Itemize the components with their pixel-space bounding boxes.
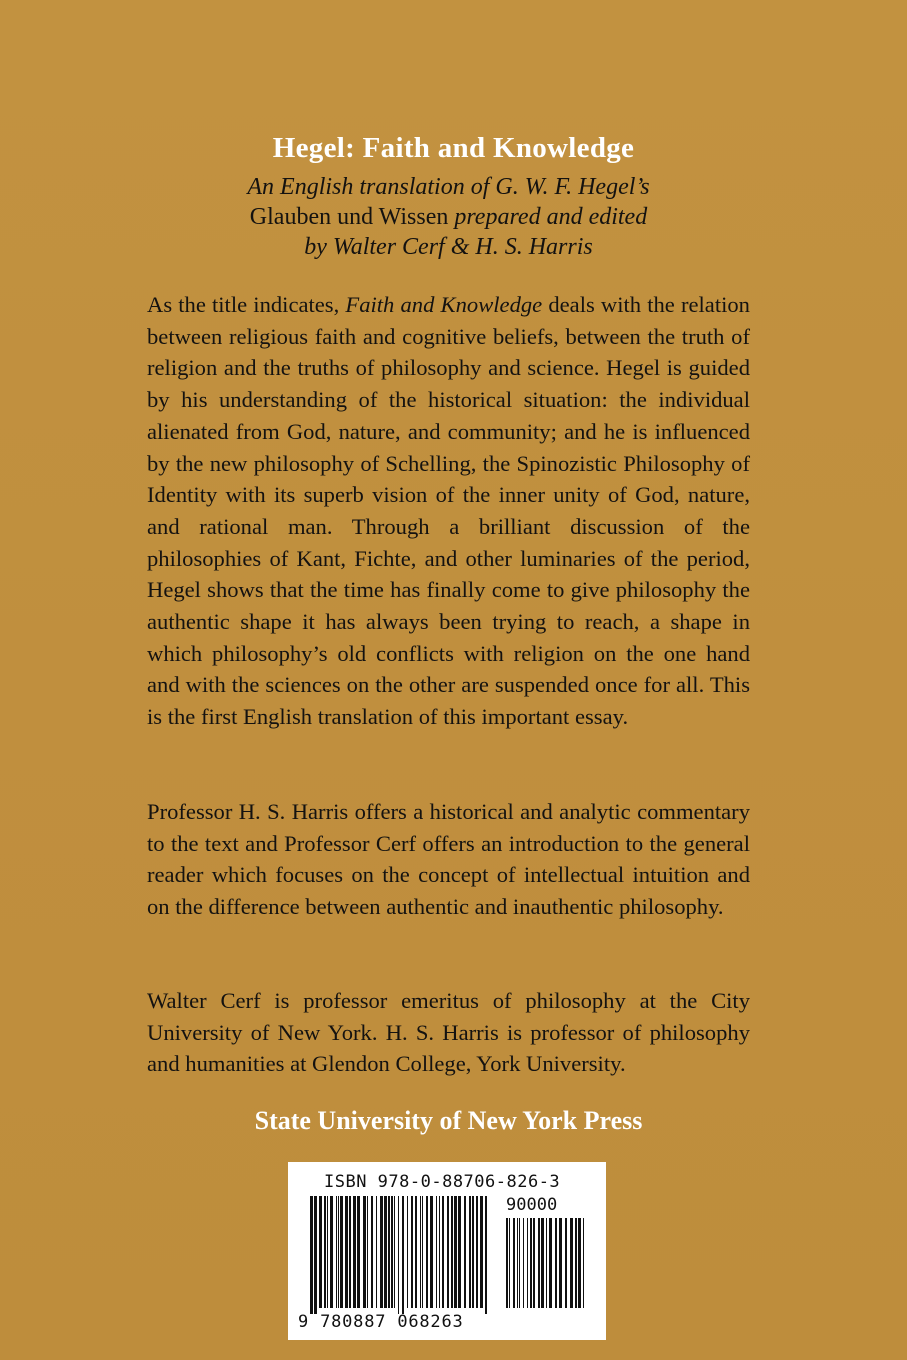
barcode-bar bbox=[349, 1196, 351, 1308]
original-title: Glauben und Wissen bbox=[249, 204, 449, 230]
barcode-bar bbox=[380, 1196, 383, 1308]
barcode-bar bbox=[442, 1196, 444, 1308]
barcode-bar bbox=[422, 1196, 423, 1308]
authors-paragraph: Walter Cerf is professor emeritus of philosophy at the City University of New York. H. S. Harris is professor of philosophy and humanities at Glendon College, York University. bbox=[147, 988, 750, 1077]
barcode-bar bbox=[426, 1196, 428, 1308]
barcode-bar bbox=[357, 1196, 360, 1308]
barcode-bar bbox=[549, 1218, 552, 1308]
barcode-bar bbox=[570, 1218, 573, 1308]
barcode-bar bbox=[340, 1196, 343, 1308]
barcode-bar bbox=[430, 1196, 433, 1308]
barcode-bar bbox=[314, 1196, 317, 1314]
description-paragraph bbox=[147, 289, 750, 733]
subtitle-block bbox=[150, 172, 747, 262]
barcode-bar bbox=[533, 1218, 535, 1308]
barcode-box bbox=[288, 1162, 606, 1340]
subtitle-line-2: prepared and edited bbox=[448, 204, 648, 230]
barcode-bar bbox=[391, 1196, 393, 1308]
barcode-bar bbox=[384, 1196, 387, 1308]
barcode-bar bbox=[336, 1196, 337, 1308]
price-code: 90000 bbox=[506, 1195, 558, 1215]
barcode-bar bbox=[559, 1218, 562, 1308]
barcode-bar bbox=[541, 1218, 544, 1308]
barcode-bar bbox=[454, 1196, 457, 1308]
barcode-bar bbox=[363, 1196, 366, 1308]
barcode-bar bbox=[464, 1196, 466, 1308]
barcode-bar bbox=[367, 1196, 368, 1308]
barcode-bar bbox=[394, 1196, 395, 1308]
barcode-bar bbox=[402, 1196, 404, 1314]
barcode-bar bbox=[324, 1196, 326, 1308]
description-book-title: Faith and Knowledge bbox=[345, 292, 543, 317]
barcode-bar bbox=[530, 1218, 532, 1308]
barcode-bar bbox=[310, 1196, 313, 1314]
barcode-bar bbox=[439, 1196, 440, 1308]
isbn-label: ISBN 978-0-88706-826-3 bbox=[324, 1172, 561, 1192]
barcode-bar bbox=[469, 1196, 471, 1308]
barcode-bar bbox=[575, 1218, 577, 1308]
barcode-bar bbox=[472, 1196, 474, 1308]
barcode-bar bbox=[330, 1196, 333, 1308]
description-intro: As the title indicates, bbox=[147, 292, 346, 317]
barcode-bar bbox=[398, 1196, 399, 1314]
barcode-bar bbox=[458, 1196, 461, 1308]
barcode-bar bbox=[407, 1196, 408, 1308]
barcode-bar bbox=[517, 1218, 518, 1308]
subtitle-line-1: An English translation of G. W. F. Hegel’s bbox=[247, 174, 650, 200]
price-bars bbox=[506, 1218, 584, 1308]
barcode-bar bbox=[415, 1196, 417, 1308]
barcode-bar bbox=[480, 1196, 483, 1308]
book-title: Hegel: Faith and Knowledge bbox=[272, 132, 635, 164]
barcode-bar bbox=[506, 1218, 508, 1308]
subtitle-line-3: by Walter Cerf & H. S. Harris bbox=[304, 234, 593, 260]
description-rest: deals with the relation between religious faith and cognitive beliefs, between the truth of religion and the truths of philosophy and science. Hegel is guided by his understanding of the historical situation: the individual alienated from God, nature, and community; and he is influenced by the new philosophy of Schelling, the Spinozistic Philosophy of Identity with its superb vision of the inner unity of God, nature, and rational man. Through a brilliant discussion of the philosophies of Kant, Fichte, and other luminaries of the period, Hegel shows that the time has finally come to give philosophy the authentic shape it has always been trying to reach, a shape in which philosophy’s old conflicts with religion on the one hand and with the sciences on the other are suspended once for all. This is the first English translation of this important essay. bbox=[147, 292, 750, 730]
barcode-bar bbox=[523, 1218, 524, 1308]
barcode-bar bbox=[319, 1196, 322, 1308]
publisher-name: State University of New York Press bbox=[254, 1106, 643, 1135]
barcode-bar bbox=[578, 1218, 581, 1308]
ean-number: 9 780887 068263 bbox=[298, 1312, 464, 1332]
barcode-bar bbox=[420, 1196, 421, 1308]
barcode-bar bbox=[371, 1196, 373, 1308]
barcode-bar bbox=[376, 1196, 377, 1308]
barcode-bar bbox=[447, 1196, 449, 1308]
barcode-bar bbox=[513, 1218, 515, 1308]
barcode-bar bbox=[538, 1218, 540, 1308]
barcode-bar bbox=[555, 1218, 557, 1308]
barcode-bar bbox=[353, 1196, 356, 1308]
barcode-bar bbox=[527, 1218, 528, 1308]
ean-bars bbox=[310, 1196, 487, 1314]
barcode-bar bbox=[451, 1196, 453, 1308]
barcode-bar bbox=[485, 1196, 487, 1314]
barcode-bar bbox=[338, 1196, 339, 1308]
barcode-bar bbox=[565, 1218, 567, 1308]
barcode-bar bbox=[509, 1218, 510, 1308]
barcode-bar bbox=[476, 1196, 478, 1308]
barcode-bar bbox=[411, 1196, 413, 1308]
barcode-bar bbox=[388, 1196, 390, 1308]
barcode-bar bbox=[519, 1218, 520, 1308]
barcode-bar bbox=[436, 1196, 437, 1308]
barcode-bar bbox=[546, 1218, 547, 1308]
commentary-paragraph: Professor H. S. Harris offers a historical and analytic commentary to the text and Professor Cerf offers an introduction to the general reader which focuses on the concept of intellectual intuition and on the difference between authentic and inauthentic philosophy. bbox=[147, 799, 750, 920]
barcode-bar bbox=[345, 1196, 348, 1308]
barcode-bar bbox=[583, 1218, 584, 1308]
barcode-bar bbox=[327, 1196, 328, 1308]
